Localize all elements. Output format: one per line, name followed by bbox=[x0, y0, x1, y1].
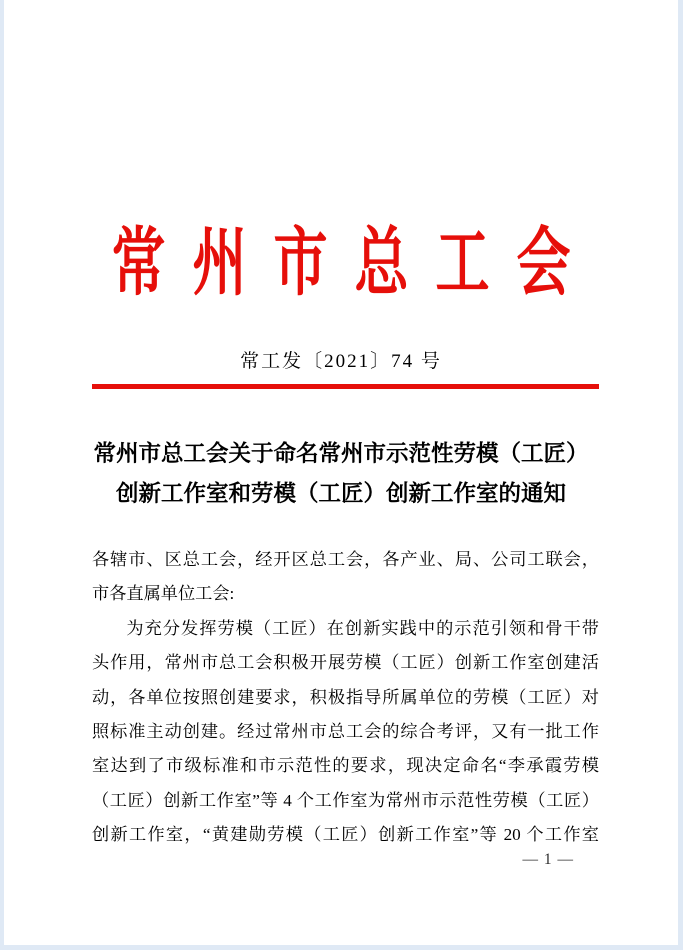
body-line: 头作用，常州市总工会积极开展劳模（工匠）创新工作室创建活 bbox=[92, 653, 599, 673]
body-line: 市各直属单位工会: bbox=[92, 584, 235, 604]
body-line: （工匠）创新工作室”等 4 个工作室为常州市示范性劳模（工匠） bbox=[92, 790, 599, 810]
page-number: — 1 — bbox=[522, 851, 574, 868]
notice-title-line-1: 常州市总工会关于命名常州市示范性劳模（工匠） bbox=[93, 441, 589, 466]
notice-title bbox=[4, 434, 678, 514]
body-line: 为充分发挥劳模（工匠）在创新实践中的示范引领和骨干带 bbox=[126, 618, 599, 638]
doc-reference-number: 常工发〔2021〕74 号 bbox=[240, 351, 442, 372]
body-line: 各辖市、区总工会，经开区总工会，各产业、局、公司工联会， bbox=[92, 550, 599, 569]
notice-title-line-2: 创新工作室和劳模（工匠）创新工作室的通知 bbox=[115, 481, 566, 506]
red-divider-rule bbox=[92, 384, 599, 389]
document-page bbox=[4, 0, 678, 945]
org-title-banner: 常州市总工会 bbox=[111, 221, 598, 305]
body-line: 动，各单位按照创建要求，积极指导所属单位的劳模（工匠）对 bbox=[92, 687, 599, 707]
notice-body bbox=[92, 543, 599, 853]
body-line: 照标准主动创建。经过常州市总工会的综合考评，又有一批工作 bbox=[92, 722, 599, 742]
body-line: 创新工作室，“黄建勋劳模（工匠）创新工作室”等 20 个工作室 bbox=[92, 825, 599, 845]
body-line: 室达到了市级标准和市示范性的要求，现决定命名“李承霞劳模 bbox=[92, 756, 599, 776]
